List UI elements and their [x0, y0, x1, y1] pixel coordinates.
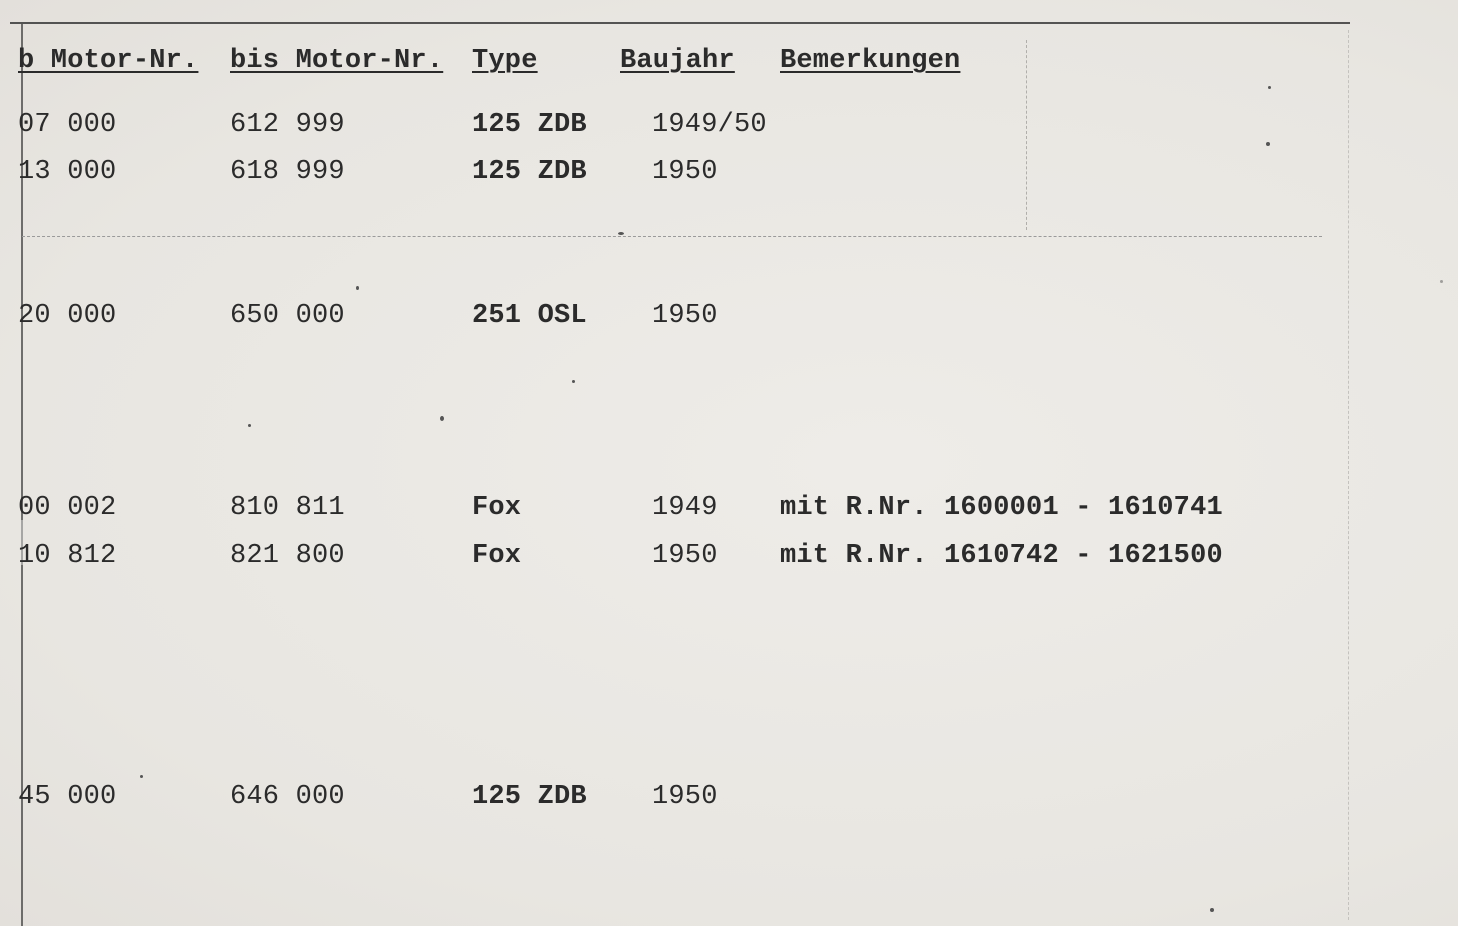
right-divider [1348, 30, 1349, 920]
scan-speck [1210, 908, 1214, 912]
row-from: 13 000 [18, 157, 117, 187]
scan-speck [1266, 142, 1270, 146]
row-from: 20 000 [18, 301, 117, 331]
row-from: 10 812 [18, 541, 117, 571]
row-type: Fox [472, 493, 522, 523]
row-remark: mit R.Nr. 1600001 - 1610741 [780, 493, 1223, 523]
row-type: 125 ZDB [472, 782, 587, 812]
scan-speck [618, 232, 624, 235]
row-year: 1950 [652, 541, 718, 571]
scan-speck [140, 775, 143, 778]
scan-speck [248, 424, 251, 427]
row-type: Fox [472, 541, 522, 571]
row-year: 1950 [652, 157, 718, 187]
row-to: 612 999 [230, 110, 345, 140]
row-type: 125 ZDB [472, 157, 587, 187]
column-divider [1026, 40, 1027, 230]
row-to: 618 999 [230, 157, 345, 187]
scan-speck [1268, 86, 1271, 89]
row-year: 1949 [652, 493, 718, 523]
row-year: 1949/50 [652, 110, 767, 140]
header-from-motor: b Motor-Nr. [18, 46, 199, 76]
row-to: 646 000 [230, 782, 345, 812]
section-separator [22, 236, 1322, 238]
row-to: 810 811 [230, 493, 345, 523]
row-from: 07 000 [18, 110, 117, 140]
row-type: 125 ZDB [472, 110, 587, 140]
row-to: 650 000 [230, 301, 345, 331]
header-type: Type [472, 46, 538, 76]
row-year: 1950 [652, 301, 718, 331]
scan-speck [356, 286, 359, 290]
header-year: Baujahr [620, 46, 735, 76]
header-remarks: Bemerkungen [780, 46, 961, 76]
top-rule [10, 22, 1350, 24]
row-to: 821 800 [230, 541, 345, 571]
row-from: 45 000 [18, 782, 117, 812]
scan-speck [1440, 280, 1443, 283]
row-type: 251 OSL [472, 301, 587, 331]
scan-speck [572, 380, 575, 383]
row-from: 00 002 [18, 493, 117, 523]
row-remark: mit R.Nr. 1610742 - 1621500 [780, 541, 1223, 571]
row-year: 1950 [652, 782, 718, 812]
scan-speck [440, 416, 444, 421]
header-to-motor: bis Motor-Nr. [230, 46, 444, 76]
